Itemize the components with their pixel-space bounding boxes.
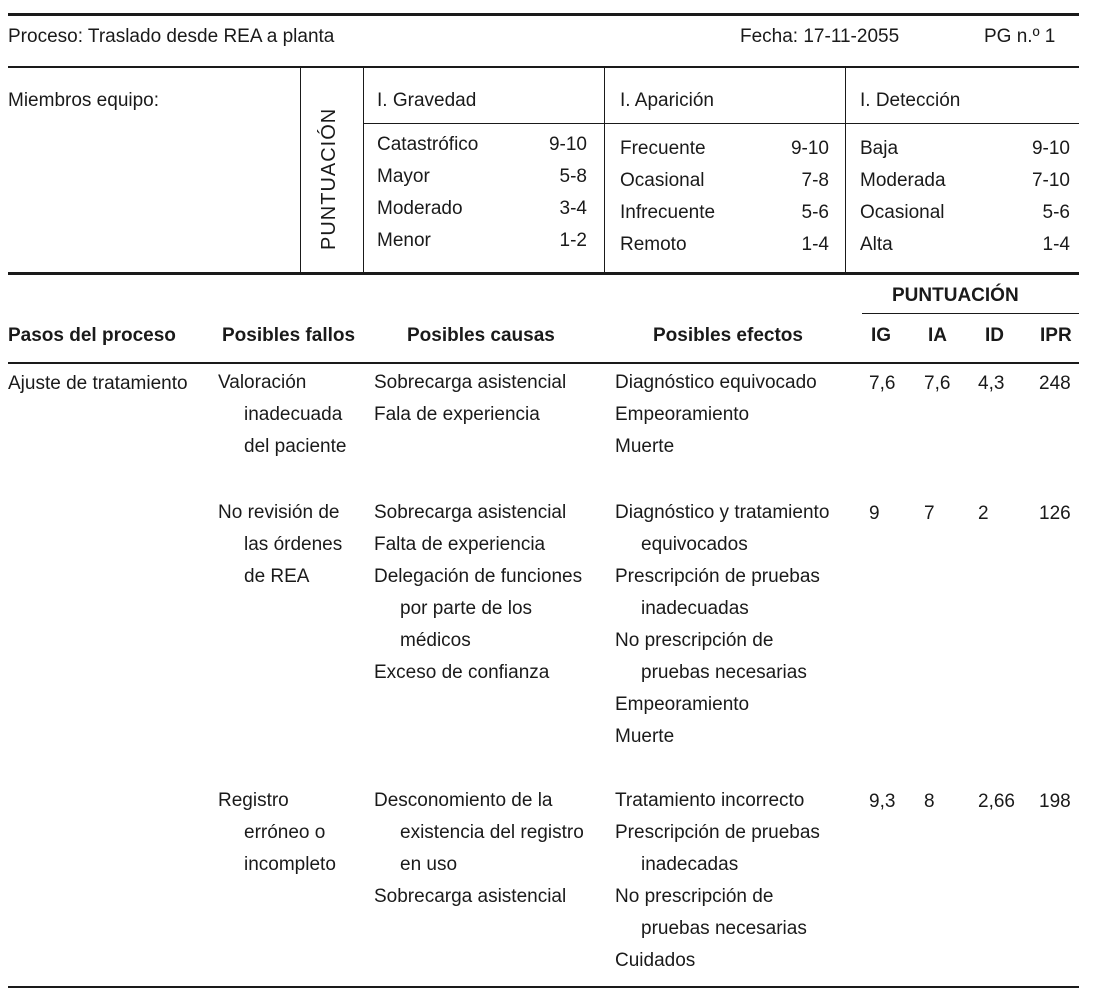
- page-number: PG n.º 1: [984, 26, 1056, 47]
- efecto-line: Prescripción de pruebas: [615, 822, 820, 843]
- deteccion-underline: [846, 123, 1079, 124]
- row-2-ig: 9: [869, 503, 880, 524]
- deteccion-range: 7-10: [1031, 170, 1070, 191]
- gravedad-range: 9-10: [548, 134, 587, 155]
- table-header-rule: [8, 362, 1079, 364]
- efecto-line: equivocados: [641, 534, 748, 555]
- aparicion-label: Remoto: [620, 234, 687, 255]
- efecto-line: pruebas necesarias: [641, 662, 807, 683]
- fallo-line: Valoración: [218, 372, 307, 393]
- aparicion-range: 1-4: [801, 234, 829, 255]
- header-ipr: IPR: [1040, 325, 1072, 346]
- deteccion-label: Ocasional: [860, 202, 945, 223]
- header-efectos: Posibles efectos: [653, 325, 803, 346]
- fallo-line: de REA: [244, 566, 310, 587]
- header-id: ID: [985, 325, 1004, 346]
- header-pasos: Pasos del proceso: [8, 325, 176, 346]
- efecto-line: Muerte: [615, 726, 675, 747]
- aparicion-label: Infrecuente: [620, 202, 716, 223]
- table-row-3-causas: [374, 785, 584, 913]
- scales-bottom-rule: [8, 272, 1079, 275]
- header-ig: IG: [871, 325, 892, 346]
- row-1-ig: 7,6: [869, 373, 896, 394]
- row-2-id: 2: [978, 503, 989, 524]
- scales-divider-2: [363, 67, 364, 273]
- causa-line: Sobrecarga asistencial: [374, 886, 567, 907]
- table-row-2-fallo: [218, 497, 342, 593]
- scales-divider-1: [300, 67, 301, 273]
- table-row-3-fallo: [218, 785, 336, 881]
- table-row-1-efectos: [615, 367, 817, 463]
- efecto-line: inadecadas: [641, 854, 739, 875]
- efecto-line: No prescripción de: [615, 630, 774, 651]
- bottom-rule: [8, 986, 1079, 988]
- deteccion-range: 5-6: [1042, 202, 1070, 223]
- team-members-label: Miembros equipo:: [8, 90, 160, 111]
- causa-line: Delegación de funciones: [374, 566, 583, 587]
- efecto-line: Cuidados: [615, 950, 696, 971]
- header-causas: Posibles causas: [407, 325, 555, 346]
- top-rule: [8, 13, 1079, 16]
- aparicion-range: 9-10: [790, 138, 829, 159]
- causa-line: Exceso de confianza: [374, 662, 550, 683]
- gravedad-title: I. Gravedad: [377, 90, 477, 111]
- causa-line: Desconomiento de la: [374, 790, 553, 811]
- gravedad-range: 3-4: [559, 198, 587, 219]
- aparicion-range: 7-8: [801, 170, 829, 191]
- fallo-line: erróneo o: [244, 822, 326, 843]
- deteccion-list: [860, 133, 1070, 261]
- efecto-line: Diagnóstico equivocado: [615, 372, 817, 393]
- deteccion-label: Moderada: [860, 170, 946, 191]
- aparicion-label: Frecuente: [620, 138, 706, 159]
- row-1-ipr: 248: [1039, 373, 1071, 394]
- scales-divider-3: [604, 67, 605, 273]
- table-row-1-causas: [374, 367, 566, 431]
- gravedad-range: 1-2: [559, 230, 587, 251]
- efecto-line: inadecuadas: [641, 598, 749, 619]
- fallo-line: No revisión de: [218, 502, 340, 523]
- fallo-line: incompleto: [244, 854, 336, 875]
- deteccion-range: 1-4: [1042, 234, 1070, 255]
- aparicion-list: [620, 133, 829, 261]
- puntuacion-group-underline: [862, 313, 1079, 314]
- table-row-2-efectos: [615, 497, 829, 753]
- deteccion-label: Baja: [860, 138, 899, 159]
- deteccion-range: 9-10: [1031, 138, 1070, 159]
- gravedad-range: 5-8: [559, 166, 587, 187]
- efecto-line: No prescripción de: [615, 886, 774, 907]
- efecto-line: Prescripción de pruebas: [615, 566, 820, 587]
- fallo-line: las órdenes: [244, 534, 343, 555]
- gravedad-list: [377, 129, 587, 257]
- fallo-line: Registro: [218, 790, 289, 811]
- table-row-2-causas: [374, 497, 582, 689]
- efecto-line: Diagnóstico y tratamiento: [615, 502, 830, 523]
- puntuacion-vertical-label: PUNTUACIÓN: [318, 107, 340, 250]
- header-divider: [8, 66, 1079, 68]
- gravedad-label: Menor: [377, 230, 431, 251]
- scales-divider-4: [845, 67, 846, 273]
- aparicion-title: I. Aparición: [620, 90, 714, 111]
- causa-line: Sobrecarga asistencial: [374, 502, 567, 523]
- row-3-ia: 8: [924, 791, 935, 812]
- causa-line: por parte de los: [400, 598, 533, 619]
- aparicion-range: 5-6: [801, 202, 829, 223]
- row-1-ia: 7,6: [924, 373, 951, 394]
- process-title: Proceso: Traslado desde REA a planta: [8, 26, 335, 47]
- fallo-line: del paciente: [244, 436, 347, 457]
- table-row-3-efectos: [615, 785, 820, 977]
- efecto-line: Muerte: [615, 436, 675, 457]
- process-step: Ajuste de tratamiento: [8, 373, 188, 394]
- causa-line: Falta de experiencia: [374, 534, 546, 555]
- deteccion-label: Alta: [860, 234, 893, 255]
- row-1-id: 4,3: [978, 373, 1005, 394]
- aparicion-label: Ocasional: [620, 170, 705, 191]
- header-fallos: Posibles fallos: [222, 325, 356, 346]
- puntuacion-group-header: PUNTUACIÓN: [892, 285, 1019, 306]
- causa-line: Fala de experiencia: [374, 404, 540, 425]
- row-2-ipr: 126: [1039, 503, 1071, 524]
- gravedad-label: Mayor: [377, 166, 430, 187]
- gravedad-label: Moderado: [377, 198, 463, 219]
- efecto-line: Empeoramiento: [615, 694, 750, 715]
- row-3-ig: 9,3: [869, 791, 896, 812]
- aparicion-underline: [605, 123, 845, 124]
- fallo-line: inadecuada: [244, 404, 343, 425]
- gravedad-underline: [364, 123, 604, 124]
- date: Fecha: 17-11-2055: [740, 26, 900, 47]
- gravedad-label: Catastrófico: [377, 134, 479, 155]
- causa-line: en uso: [400, 854, 458, 875]
- header-ia: IA: [928, 325, 947, 346]
- table-row-1-fallo: [218, 367, 346, 463]
- efecto-line: Tratamiento incorrecto: [615, 790, 805, 811]
- causa-line: médicos: [400, 630, 471, 651]
- efecto-line: pruebas necesarias: [641, 918, 807, 939]
- row-3-ipr: 198: [1039, 791, 1071, 812]
- causa-line: existencia del registro: [400, 822, 584, 843]
- row-3-id: 2,66: [978, 791, 1015, 812]
- causa-line: Sobrecarga asistencial: [374, 372, 567, 393]
- efecto-line: Empeoramiento: [615, 404, 750, 425]
- deteccion-title: I. Detección: [860, 90, 961, 111]
- row-2-ia: 7: [924, 503, 935, 524]
